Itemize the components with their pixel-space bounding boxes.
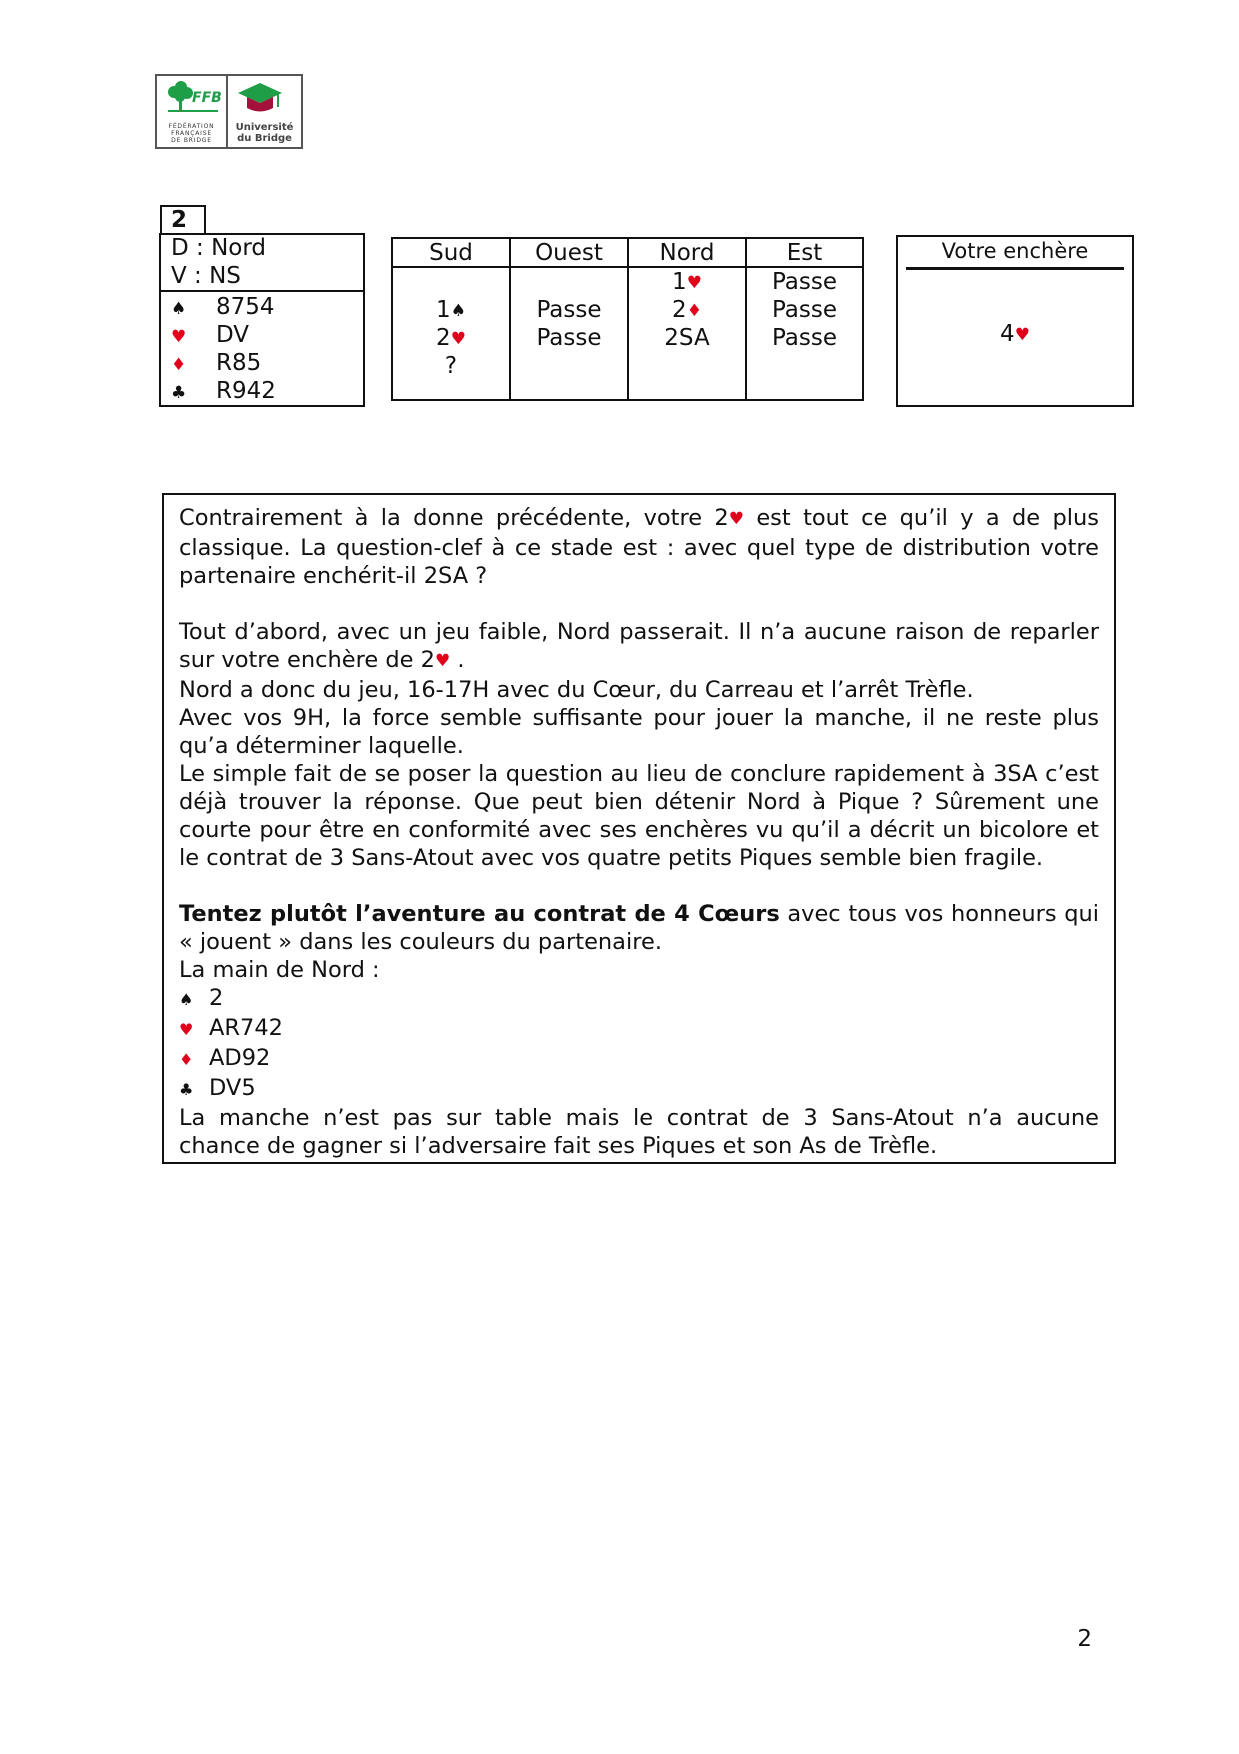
deal-number: 2: [160, 205, 206, 235]
north-hand-clubs: [179, 1074, 1099, 1104]
bidding-header: Nord: [629, 239, 745, 268]
heart-icon: ♥: [450, 329, 466, 349]
answer-title: Votre enchère: [941, 239, 1089, 263]
bid-cell: [511, 324, 627, 352]
spade-icon: ♠: [171, 299, 187, 319]
commentary-paragraph: La manche n’est pas sur table mais le contrat de 3 Sans-Atout n’a aucune chance de gagner si l’adversaire fait ses Piques et son As de Trèfle.: [179, 1105, 1099, 1159]
diamond-icon: ♦: [686, 301, 702, 321]
dealer: D : Nord: [171, 235, 267, 261]
club-icon: ♣: [171, 383, 187, 403]
bid-cell: [747, 352, 862, 380]
universite-line: du Bridge: [237, 133, 292, 144]
heart-icon: ♥: [179, 1020, 194, 1039]
bid-text: ?: [444, 353, 458, 379]
commentary-paragraph: [179, 504, 1099, 590]
hand-cards: R85: [216, 350, 262, 376]
deal-info-box: [159, 233, 365, 407]
bid-text: 2: [436, 325, 451, 351]
bidding-table: [391, 237, 864, 401]
hand-cards: AD92: [209, 1045, 271, 1071]
universite-line: Université: [235, 122, 294, 133]
federation-line: DE BRIDGE: [171, 137, 212, 144]
bid-cell: [393, 268, 509, 296]
club-icon: ♣: [179, 1080, 194, 1099]
bid-cell: [393, 324, 509, 352]
hand-cards: R942: [216, 378, 276, 404]
bid-cell: [747, 296, 862, 324]
answer-box: [896, 235, 1134, 407]
commentary-box: [162, 493, 1116, 1164]
bid-cell: [511, 296, 627, 324]
heart-icon: ♥: [434, 651, 451, 671]
bid-cell: [747, 268, 862, 296]
bid-cell: [629, 352, 745, 380]
bid-cell: [629, 268, 745, 296]
bid-cell: [629, 296, 745, 324]
divider: [906, 267, 1124, 270]
hand-cards: 2: [209, 985, 224, 1011]
north-hand-label: La main de Nord :: [179, 957, 380, 983]
hand-cards: 8754: [216, 294, 275, 320]
universite-text: [228, 122, 301, 144]
bidding-header: Sud: [393, 239, 509, 268]
heart-icon: ♥: [171, 327, 187, 347]
bid-text: 2: [672, 297, 687, 323]
bid-cell: [511, 352, 627, 380]
commentary-paragraph: Avec vos 9H, la force semble suffisante pour jouer la manche, il ne reste plus qu’a déterminer laquelle.: [179, 705, 1099, 759]
recommendation: Tentez plutôt l’aventure au contrat de 4 Cœurs: [179, 901, 780, 927]
bidding-header: Est: [747, 239, 862, 268]
bid-text: Passe: [771, 325, 838, 351]
bid-cell: [747, 324, 862, 352]
bid-cell: [629, 324, 745, 352]
graduation-cap-icon: [238, 81, 298, 121]
bidding-column-est: [747, 239, 862, 399]
bidding-header: Ouest: [511, 239, 627, 268]
bidding-column-ouest: [511, 239, 629, 399]
text: est tout ce qu’il y a de plus classique. La question-clef à ce stade est : avec quel type de distribution votre partenaire enchérit-il 2SA ?: [179, 505, 1099, 589]
text: Contrairement à la donne précédente, votre 2: [179, 505, 729, 531]
hand-row-hearts: [171, 321, 249, 351]
spade-icon: ♠: [179, 990, 194, 1009]
commentary-paragraph: Nord a donc du jeu, 16-17H avec du Cœur, du Carreau et l’arrêt Trèfle.: [179, 677, 974, 703]
diamond-icon: ♦: [179, 1050, 194, 1069]
hand-row-spades: [171, 293, 275, 323]
commentary-paragraph: [179, 900, 1099, 956]
federation-line: FÉDÉRATION: [168, 123, 215, 130]
hand-row-diamonds: [171, 349, 261, 379]
north-hand-hearts: [179, 1014, 1099, 1044]
answer-bid: [898, 320, 1132, 350]
north-hand-spades: [179, 984, 1099, 1014]
heart-icon: ♥: [728, 509, 744, 529]
universite-logo: [228, 76, 301, 147]
ffb-letters: FFB: [192, 90, 222, 106]
bid-text: 2SA: [664, 325, 710, 351]
divider: [161, 290, 363, 292]
page-number: 2: [1077, 1626, 1092, 1652]
bid-cell: [511, 268, 627, 296]
vulnerability: V : NS: [171, 263, 241, 289]
commentary-paragraph: Le simple fait de se poser la question au lieu de conclure rapidement à 3SA c’est déjà trouver la réponse. Que peut bien détenir Nord à Pique ? Sûrement une courte pour être en conformité avec ses enchères vu qu’il a décrit un bicolore et le contrat de 3 Sans-Atout avec vos quatre petits Piques semble bien fragile.: [179, 761, 1099, 871]
bid-text: Passe: [536, 325, 602, 351]
heart-icon: ♥: [686, 273, 702, 293]
bid-text: Passe: [536, 297, 602, 323]
text: .: [450, 647, 465, 673]
heart-icon: ♥: [1014, 325, 1030, 345]
bidding-column-sud: [393, 239, 511, 399]
bid-text: 1: [672, 269, 687, 295]
answer-level: 4: [1000, 321, 1015, 347]
hand-cards: DV: [216, 322, 250, 348]
bid-text: Passe: [771, 269, 838, 295]
north-hand-diamonds: [179, 1044, 1099, 1074]
ffb-tree-icon: [158, 78, 224, 122]
federation-line: FRANÇAISE: [171, 130, 212, 137]
federation-text: [157, 123, 226, 144]
text: avec tous vos honneurs qui « jouent » dans les couleurs du partenaire.: [179, 901, 1099, 955]
bid-cell: [393, 296, 509, 324]
diamond-icon: ♦: [171, 355, 187, 375]
ffb-logo: [157, 76, 228, 147]
hand-row-clubs: [171, 377, 276, 407]
logo: [155, 74, 303, 149]
bid-text: Passe: [771, 297, 838, 323]
hand-cards: DV5: [209, 1075, 256, 1101]
bidding-column-nord: [629, 239, 747, 399]
hand-cards: AR742: [209, 1015, 283, 1041]
bid-cell: [393, 352, 509, 380]
bid-text: 1: [436, 297, 451, 323]
text: Tout d’abord, avec un jeu faible, Nord passerait. Il n’a aucune raison de reparler sur votre enchère de 2: [179, 619, 1099, 673]
commentary-paragraph: [179, 618, 1099, 676]
spade-icon: ♠: [450, 301, 466, 321]
